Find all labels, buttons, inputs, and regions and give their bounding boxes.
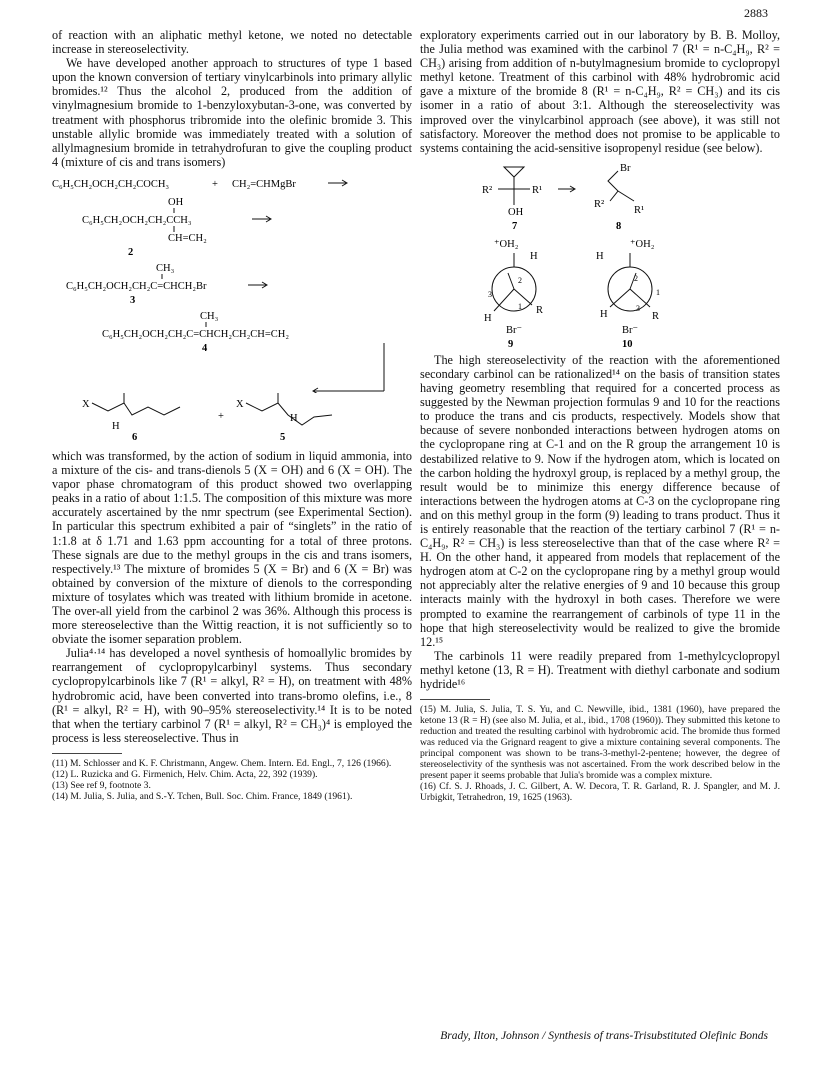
r-group-label: R [652, 310, 660, 322]
substituent-r1: R¹ [532, 184, 543, 196]
paragraph: The carbinols 11 were readily prepared from 1-methylcyclopropyl methyl ketone (13, R = H). Treatment with diethyl carbonate and sodium hydride¹⁶ [420, 648, 780, 691]
oxonium-label: ⁺OH₂ [630, 238, 655, 250]
compound-number-10: 10 [622, 338, 633, 347]
hydrogen-label: H [596, 250, 604, 262]
left-column [52, 28, 412, 802]
bromide-3: C₆H₅CH₂OCH₂CH₂C=CHCH₂Br [66, 280, 207, 292]
bond [494, 289, 514, 311]
hydroxyl-label: OH [508, 206, 524, 218]
footnote-rule [52, 753, 122, 754]
running-footer: Brady, Ilton, Johnson / Synthesis of trans-Trisubstituted Olefinic Bonds [440, 1030, 768, 1042]
compound-number-7: 7 [512, 220, 518, 232]
compound-number-4: 4 [202, 342, 208, 354]
plus-sign: + [212, 178, 218, 190]
paragraph: The high stereoselectivity of the reaction with the aforementioned secondary carbinol can be rationalized¹⁴ on the basis of transition states having geometry resembling that required for a concerted process as suggested by the Newman projection formulas 9 and 10 for the reactions to produce the trans and cis products, respectively. Models show that because of severe nonbonded interactions between hydrogen atoms on the cyclopropane ring at C-1 and on the R group the arrangement 10 is destabilized relative to 9. Now if the hydrogen atom, which is located on the carbon holding the hydroxyl group, is replaced by a methyl group, the result would be to minimize this energy difference because of interactions between the hydrogen atoms at C-3 on the cyclopropane ring and on this methyl group in the form (9) leading to trans product. Thus it is entirely reasonable that the reaction of the tertiary carbinol 7 (R¹ = n-C₄H₉, R² = CH₃) is less stereoselective than that of the case where R² = H. On the other hand, it appeared from models that replacement of the hydrogen atom at C-2 on the cyclopropane ring by a methyl group would not appreciably alter the relative energies of 9 and 10 because this group interacts mainly with the hydroxyl in both cases. Therefore we were prompted to examine the rearrangement of carbinols of type 11 in the hope that high stereoselectivity would be realized to give the bromide 12.¹⁵ [420, 352, 780, 649]
bond [610, 289, 630, 307]
methyl-label: CH₃ [200, 310, 219, 322]
vinyl-group: CH=CH₂ [168, 232, 207, 244]
vinyl-hydrogen: H [290, 412, 298, 424]
substituent-r1: R¹ [634, 204, 645, 216]
reactant-ketone: C₆H₅CH₂OCH₂CH₂COCH₃ [52, 178, 170, 190]
compound-number-5: 5 [280, 431, 286, 443]
carbon-number: 1 [518, 301, 522, 311]
footnote-rule [420, 699, 490, 700]
footnote: (15) M. Julia, S. Julia, T. S. Yu, and C. Newville, ibid., 1381 (1960), have prepared the ketone 13 (R = H) (see also M. Julia, et al., ibid., 1708 (1960)). They submitted this ketone to reduction and treated the resulting carbinol with hydrobromic acid. The bromide thus formed was reduced via the Grignard reagent to give a mixture containing several components. The principal component was shown to be trans-3-methyl-2-pentene; however, the degree of stereoselectivity of the synthesis was not ascertained. From the work described below in the present paper it seems probable that Julia's bromide was a complex mixture. [420, 704, 780, 782]
newman-projection-scheme [420, 161, 780, 347]
r-group-label: R [536, 304, 544, 316]
bond [514, 289, 532, 305]
oxonium-label: ⁺OH₂ [494, 238, 519, 250]
carbon-number: 2 [634, 273, 638, 283]
hydroxyl-label: OH [168, 196, 184, 208]
bromine-label: Br [620, 162, 631, 174]
hydrogen-label: H [530, 250, 538, 262]
scheme-svg [420, 161, 780, 347]
footnote: (13) See ref 9, footnote 3. [52, 779, 151, 791]
paragraph: of reaction with an aliphatic methyl ketone, we noted no detectable increase in stereoselectivity. [52, 28, 412, 57]
bromide-ion: Br⁻ [506, 324, 523, 336]
substituent-x: X [82, 398, 90, 410]
compound-number-8: 8 [616, 220, 622, 232]
footnote: (16) Cf. S. J. Rhoads, J. C. Gilbert, A. W. Decora, T. R. Garland, R. J. Spangler, and M. J. Urbigkit, Tetrahedron, 19, 1625 (1963). [420, 781, 780, 804]
reactant-grignard: CH₂=CHMgBr [232, 178, 296, 190]
dienol-structures [52, 393, 412, 443]
compound-number-9: 9 [508, 338, 514, 347]
carbon-number: 1 [656, 287, 660, 297]
substituent-x: X [236, 398, 244, 410]
vinyl-hydrogen: H [112, 420, 120, 432]
substituent-r2: R² [594, 198, 605, 210]
plus-sign: + [218, 410, 224, 422]
compound-number-3: 3 [130, 294, 136, 306]
bond [630, 289, 650, 307]
scheme-svg [52, 175, 412, 393]
carbinol-2: C₆H₅CH₂OCH₂CH₂CCH₃ [82, 214, 192, 226]
methyl-label: CH₃ [156, 262, 175, 274]
footnote: (11) M. Schlosser and K. F. Christmann, Angew. Chem. Intern. Ed. Engl., 7, 126 (1966). [52, 757, 392, 769]
reaction-scheme-vinylcarbinol [52, 175, 412, 443]
hydrogen-label: H [600, 308, 608, 320]
carbon-number: 3 [488, 289, 492, 299]
paragraph: Julia⁴·¹⁴ has developed a novel synthesis of homoallylic bromides by rearrangement of cyclopropylcarbinyl systems. Thus secondary cyclopropylcarbinols like 7 (R¹ = alkyl, R² = H), on treatment with 48% hydrobromic acid, have been converted into trans-bromo olefins, i.e., 8 (R¹ = alkyl, R² = H), with 90–95% stereoselectivity.¹⁴ It is to be noted that when the tertiary carbinol 7 (R¹ = alkyl, R² = CH₃)⁴ is employed the process is less stereoselective. Thus in [52, 646, 412, 745]
bromide-ion: Br⁻ [622, 324, 639, 336]
paragraph: exploratory experiments carried out in our laboratory by B. B. Molloy, the Julia method was examined with the carbinol 7 (R¹ = n-C₄H₉, R² = CH₃) arising from addition of n-butylmagnesium bromide to cyclopropyl methyl ketone. Treatment of this carbinol with 48% hydrobromic acid gave a mixture of the bromide 8 (R¹ = n-C₄H₉, R² = CH₃) and its cis isomer in a ratio of about 3:1. Although the stereoselectivity was improved over the vinylcarbinol approach (see above), it was still not satisfactory. Moreover the method does not promise to be applicable to systems containing the acid-sensitive isopropenyl residue (see below). [420, 28, 780, 155]
compound-number-2: 2 [128, 246, 134, 258]
bond [508, 273, 514, 289]
page-number: 2883 [744, 6, 768, 20]
paragraph: We have developed another approach to structures of type 1 based upon the known conversion of tertiary vinylcarbinols into primary allylic bromides.¹² Thus the alcohol 2, produced from the addition of vinylmagnesium bromide to 1-benzyloxybutan-3-one, was converted by treatment with phosphorus tribromide into the olefinic bromide 3. This unstable allylic bromide was immediately treated with a solution of allylmagnesium bromide in tetrahydrofuran to give the coupling product 4 (mixture of cis and trans isomers) [52, 56, 412, 169]
cyclopropane-ring [504, 167, 524, 177]
carbon-number: 2 [518, 275, 522, 285]
hydrogen-label: H [484, 312, 492, 324]
footnote: (12) L. Ruzicka and G. Firmenich, Helv. Chim. Acta, 22, 392 (1939). [52, 768, 318, 780]
substituent-r2: R² [482, 184, 493, 196]
bromide-skeleton [608, 171, 634, 201]
carbon-number: 3 [636, 303, 640, 313]
coupling-product-4: C₆H₅CH₂OCH₂CH₂C=CHCH₂CH₂CH=CH₂ [102, 328, 289, 340]
compound-number-6: 6 [132, 431, 138, 443]
right-column [420, 28, 780, 803]
cis-dienol-skeleton [92, 403, 180, 415]
trans-dienol-skeleton [246, 403, 332, 425]
footnote: (14) M. Julia, S. Julia, and S.-Y. Tchen, Bull. Soc. Chim. France, 1849 (1961). [52, 790, 353, 802]
paragraph: which was transformed, by the action of sodium in liquid ammonia, into a mixture of the cis- and trans-dienols 5 (X = OH) and 6 (X = OH). The vapor phase chromatogram of this product showed two overlapping peaks in a ratio of about 1:1.5. The composition of this mixture was more accurately ascertained by the nmr spectrum (see Experimental Section). In particular this spectrum exhibited a pair of “singlets” in the ratio of 1:1.8 at δ 1.71 and 1.63 ppm accounting for a total of three protons. These signals are due to the methyl groups in the cis and trans isomers, respectively.¹³ The mixture of bromides 5 (X = Br) and 6 (X = Br) was obtained by conversion of the mixture of dienols to the corresponding mixture of tosylates which was treated with lithium bromide in acetone. The over-all yield from the carbinol 2 was 36%. Although this process is more stereoselective than the Wittig reaction, it is not sufficiently so to obviate the isomer separation problem. [52, 448, 412, 647]
